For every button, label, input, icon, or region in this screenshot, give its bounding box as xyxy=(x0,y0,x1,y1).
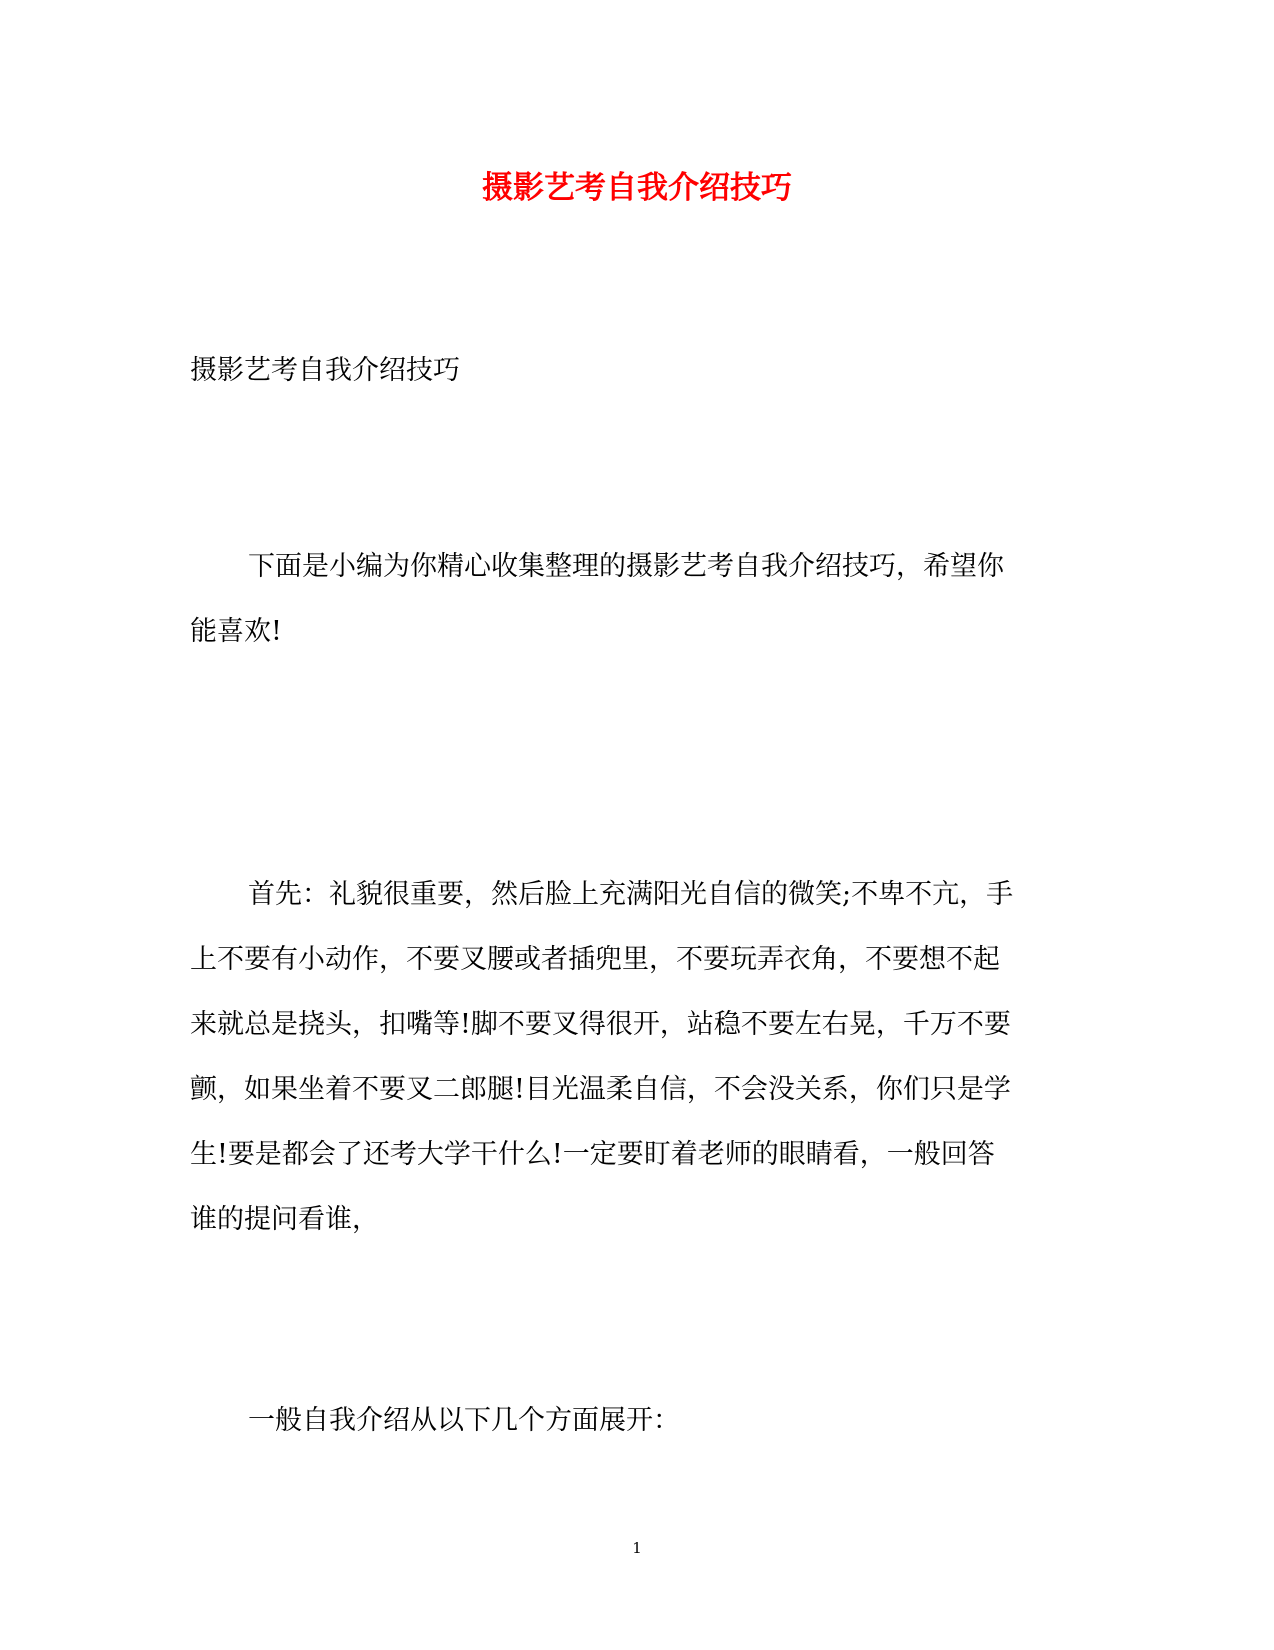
paragraph-line: 颤，如果坐着不要叉二郎腿!目光温柔自信，不会没关系，你们只是学 xyxy=(190,1074,1011,1105)
paragraph-line: 下面是小编为你精心收集整理的摄影艺考自我介绍技巧，希望你 xyxy=(248,551,1004,582)
document-title: 摄影艺考自我介绍技巧 xyxy=(482,170,792,206)
paragraph-line: 能喜欢! xyxy=(190,616,282,647)
paragraph-line: 谁的提问看谁， xyxy=(190,1204,379,1235)
paragraph-line: 一般自我介绍从以下几个方面展开： xyxy=(248,1405,680,1436)
paragraph-line: 上不要有小动作，不要叉腰或者插兜里，不要玩弄衣角，不要想不起 xyxy=(190,944,1000,975)
paragraph-line: 生!要是都会了还考大学干什么!一定要盯着老师的眼睛看，一般回答 xyxy=(190,1139,995,1170)
paragraph-outline xyxy=(190,1388,1080,1453)
paragraph-intro xyxy=(190,534,1080,664)
page-number: 1 xyxy=(632,1539,642,1557)
document-subtitle: 摄影艺考自我介绍技巧 xyxy=(190,355,460,386)
paragraph-tips xyxy=(190,862,1080,1252)
paragraph-line: 来就总是挠头，扣嘴等!脚不要叉得很开，站稳不要左右晃，千万不要 xyxy=(190,1009,1011,1040)
paragraph-line: 首先：礼貌很重要，然后脸上充满阳光自信的微笑;不卑不亢，手 xyxy=(248,879,1014,910)
